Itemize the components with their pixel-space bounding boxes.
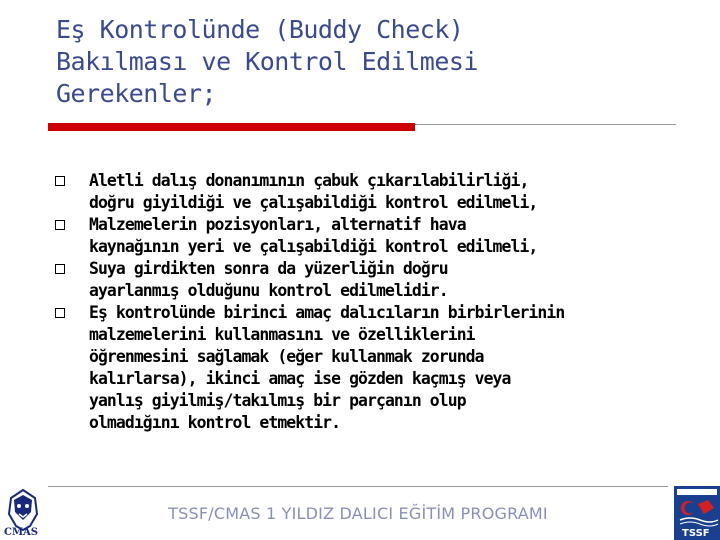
bullet-line: olmadığını kontrol etmektir. <box>89 413 341 432</box>
bullet-text <box>89 170 675 214</box>
footer-text: TSSF/CMAS 1 YILDIZ DALICI EĞİTİM PROGRAMI <box>168 504 548 523</box>
bullet-line: Eş kontrolünde birinci amaç dalıcıların birbirlerinin <box>89 303 565 322</box>
square-bullet-icon <box>55 264 65 274</box>
bullet-text <box>89 258 675 302</box>
list-item <box>55 302 675 434</box>
bullet-text <box>89 302 675 434</box>
square-bullet-icon <box>55 176 65 186</box>
square-bullet-icon <box>55 220 65 230</box>
bullet-line: Suya girdikten sonra da yüzerliğin doğru <box>89 259 448 278</box>
list-item <box>55 258 675 302</box>
square-bullet-icon <box>55 308 65 318</box>
bullet-line: öğrenmesini sağlamak (eğer kullanmak zorunda <box>89 347 484 366</box>
bullet-line: Malzemelerin pozisyonları, alternatif hava <box>89 215 466 234</box>
bullet-line: malzemelerini kullanmasını ve özelliklerini <box>89 325 475 344</box>
slide-title-line: Eş Kontrolünde (Buddy Check) <box>56 15 464 44</box>
bullet-line: ayarlanmış olduğunu kontrol edilmelidir. <box>89 281 448 300</box>
bullet-line: yanlış giyilmiş/takılmış bir parçanın olup <box>89 391 466 410</box>
list-item <box>55 170 675 214</box>
bullet-list <box>55 170 675 434</box>
list-item <box>55 214 675 258</box>
footer-divider <box>48 486 668 487</box>
bullet-line: kalırlarsa), ikinci amaç ise gözden kaçmış veya <box>89 369 511 388</box>
bullet-line: doğru giyildiği ve çalışabildiği kontrol edilmeli, <box>89 193 538 212</box>
bullet-text <box>89 214 675 258</box>
tssf-logo-label: TSSF <box>682 528 710 539</box>
cmas-logo-label: CMAS <box>4 527 39 538</box>
title-accent-bar <box>48 123 415 131</box>
slide-title-line: Bakılması ve Kontrol Edilmesi <box>56 47 478 76</box>
slide-title-line: Gerekenler; <box>56 79 217 108</box>
slide-title <box>56 14 616 110</box>
bullet-line: Aletli dalış donanımının çabuk çıkarılabilirliği, <box>89 171 529 190</box>
bullet-line: kaynağının yeri ve çalışabildiği kontrol edilmeli, <box>89 237 538 256</box>
